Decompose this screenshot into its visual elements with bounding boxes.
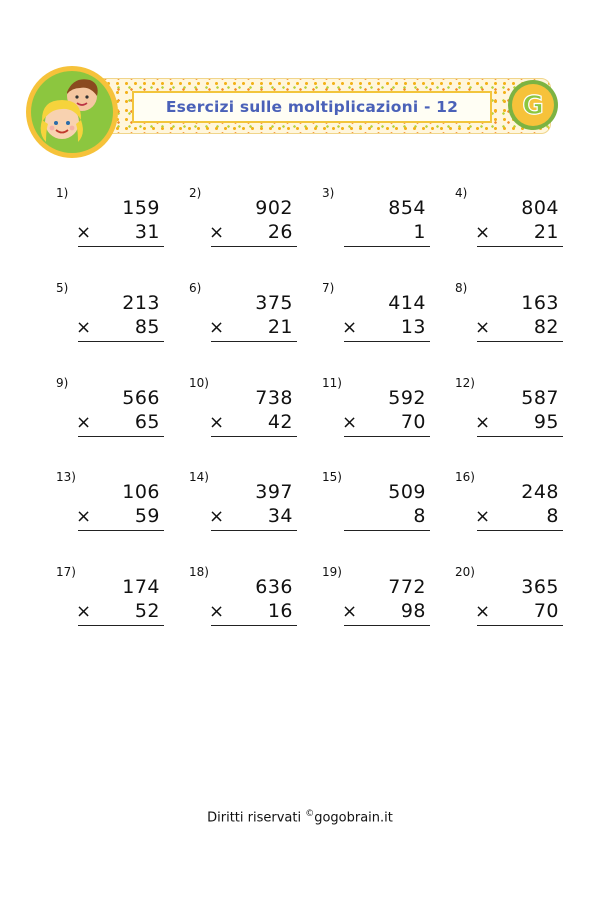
multiplier: 26 bbox=[267, 221, 293, 243]
exercise-number: 4) bbox=[455, 186, 468, 200]
result-line bbox=[344, 625, 430, 626]
result-line bbox=[78, 341, 164, 342]
multiplicand: 174 bbox=[122, 576, 160, 598]
multiplier: 52 bbox=[134, 600, 160, 622]
footer bbox=[0, 809, 600, 825]
title-box bbox=[132, 91, 492, 123]
multiply-sign: × bbox=[475, 222, 491, 243]
exercise-5 bbox=[56, 281, 168, 353]
exercise-19 bbox=[322, 565, 434, 637]
exercise-17 bbox=[56, 565, 168, 637]
exercise-11 bbox=[322, 376, 434, 448]
multiplicand: 772 bbox=[388, 576, 426, 598]
multiplicand: 159 bbox=[122, 197, 160, 219]
multiplier: 21 bbox=[267, 316, 293, 338]
multiplicand: 414 bbox=[388, 292, 426, 314]
multiplicand: 163 bbox=[521, 292, 559, 314]
exercise-number: 10) bbox=[189, 376, 209, 390]
multiplicand: 636 bbox=[255, 576, 293, 598]
exercise-16 bbox=[455, 470, 567, 542]
multiplier: 65 bbox=[134, 411, 160, 433]
exercise-15 bbox=[322, 470, 434, 542]
multiplier: 8 bbox=[413, 505, 426, 527]
exercise-20 bbox=[455, 565, 567, 637]
exercise-2 bbox=[189, 186, 301, 258]
result-line bbox=[477, 625, 563, 626]
exercise-number: 18) bbox=[189, 565, 209, 579]
result-line bbox=[78, 530, 164, 531]
page-title: Esercizi sulle moltiplicazioni - 12 bbox=[165, 98, 459, 116]
multiplier: 1 bbox=[413, 221, 426, 243]
multiplicand: 587 bbox=[521, 387, 559, 409]
footer-text: Diritti riservati bbox=[207, 810, 306, 826]
multiply-sign: × bbox=[342, 601, 358, 622]
multiplicand: 106 bbox=[122, 481, 160, 503]
multiplier: 70 bbox=[400, 411, 426, 433]
exercise-number: 2) bbox=[189, 186, 202, 200]
exercise-number: 20) bbox=[455, 565, 475, 579]
exercise-4 bbox=[455, 186, 567, 258]
exercise-number: 1) bbox=[56, 186, 69, 200]
multiply-sign: × bbox=[209, 506, 225, 527]
multiply-sign: × bbox=[342, 412, 358, 433]
exercise-number: 5) bbox=[56, 281, 69, 295]
multiplier: 8 bbox=[546, 505, 559, 527]
multiply-sign: × bbox=[475, 601, 491, 622]
multiplier: 95 bbox=[533, 411, 559, 433]
header-banner bbox=[24, 64, 564, 160]
multiplicand: 248 bbox=[521, 481, 559, 503]
multiplier: 70 bbox=[533, 600, 559, 622]
exercise-number: 9) bbox=[56, 376, 69, 390]
multiply-sign: × bbox=[76, 222, 92, 243]
multiplier: 85 bbox=[134, 316, 160, 338]
multiplicand: 213 bbox=[122, 292, 160, 314]
multiplicand: 397 bbox=[255, 481, 293, 503]
exercise-number: 6) bbox=[189, 281, 202, 295]
multiplier: 31 bbox=[134, 221, 160, 243]
exercise-number: 3) bbox=[322, 186, 335, 200]
result-line bbox=[78, 625, 164, 626]
result-line bbox=[344, 341, 430, 342]
exercise-number: 13) bbox=[56, 470, 76, 484]
result-line bbox=[477, 530, 563, 531]
multiplicand: 854 bbox=[388, 197, 426, 219]
exercise-18 bbox=[189, 565, 301, 637]
multiply-sign: × bbox=[209, 412, 225, 433]
multiply-sign: × bbox=[209, 317, 225, 338]
multiplicand: 592 bbox=[388, 387, 426, 409]
result-line bbox=[211, 341, 297, 342]
result-line bbox=[211, 530, 297, 531]
multiplicand: 804 bbox=[521, 197, 559, 219]
exercise-3 bbox=[322, 186, 434, 258]
exercise-13 bbox=[56, 470, 168, 542]
exercise-7 bbox=[322, 281, 434, 353]
g-logo-icon bbox=[507, 79, 559, 131]
multiplier: 16 bbox=[267, 600, 293, 622]
result-line bbox=[78, 436, 164, 437]
result-line bbox=[211, 625, 297, 626]
exercise-6 bbox=[189, 281, 301, 353]
exercise-number: 7) bbox=[322, 281, 335, 295]
multiplicand: 375 bbox=[255, 292, 293, 314]
exercise-number: 17) bbox=[56, 565, 76, 579]
result-line bbox=[344, 530, 430, 531]
footer-site: gogobrain.it bbox=[314, 810, 393, 826]
result-line bbox=[477, 246, 563, 247]
multiply-sign: × bbox=[76, 317, 92, 338]
exercise-1 bbox=[56, 186, 168, 258]
result-line bbox=[344, 246, 430, 247]
multiplicand: 509 bbox=[388, 481, 426, 503]
exercise-number: 14) bbox=[189, 470, 209, 484]
result-line bbox=[211, 436, 297, 437]
multiplier: 42 bbox=[267, 411, 293, 433]
multiply-sign: × bbox=[475, 506, 491, 527]
exercise-8 bbox=[455, 281, 567, 353]
multiply-sign: × bbox=[209, 222, 225, 243]
exercise-14 bbox=[189, 470, 301, 542]
result-line bbox=[211, 246, 297, 247]
multiplicand: 566 bbox=[122, 387, 160, 409]
exercise-number: 12) bbox=[455, 376, 475, 390]
copyright-symbol: © bbox=[305, 809, 315, 819]
multiply-sign: × bbox=[209, 601, 225, 622]
exercise-number: 16) bbox=[455, 470, 475, 484]
kids-logo-icon bbox=[24, 64, 120, 160]
multiplicand: 738 bbox=[255, 387, 293, 409]
exercise-10 bbox=[189, 376, 301, 448]
multiply-sign: × bbox=[475, 317, 491, 338]
result-line bbox=[477, 341, 563, 342]
multiplicand: 365 bbox=[521, 576, 559, 598]
multiply-sign: × bbox=[475, 412, 491, 433]
multiplier: 13 bbox=[400, 316, 426, 338]
result-line bbox=[344, 436, 430, 437]
multiplier: 82 bbox=[533, 316, 559, 338]
result-line bbox=[78, 246, 164, 247]
multiplier: 59 bbox=[134, 505, 160, 527]
multiplier: 98 bbox=[400, 600, 426, 622]
multiplicand: 902 bbox=[255, 197, 293, 219]
multiplier: 21 bbox=[533, 221, 559, 243]
multiply-sign: × bbox=[76, 601, 92, 622]
exercise-number: 11) bbox=[322, 376, 342, 390]
multiply-sign: × bbox=[76, 506, 92, 527]
multiply-sign: × bbox=[342, 317, 358, 338]
exercise-number: 15) bbox=[322, 470, 342, 484]
multiply-sign: × bbox=[76, 412, 92, 433]
result-line bbox=[477, 436, 563, 437]
exercise-12 bbox=[455, 376, 567, 448]
logo-letter: G bbox=[522, 91, 544, 121]
multiplier: 34 bbox=[267, 505, 293, 527]
exercise-9 bbox=[56, 376, 168, 448]
exercise-number: 8) bbox=[455, 281, 468, 295]
exercise-number: 19) bbox=[322, 565, 342, 579]
